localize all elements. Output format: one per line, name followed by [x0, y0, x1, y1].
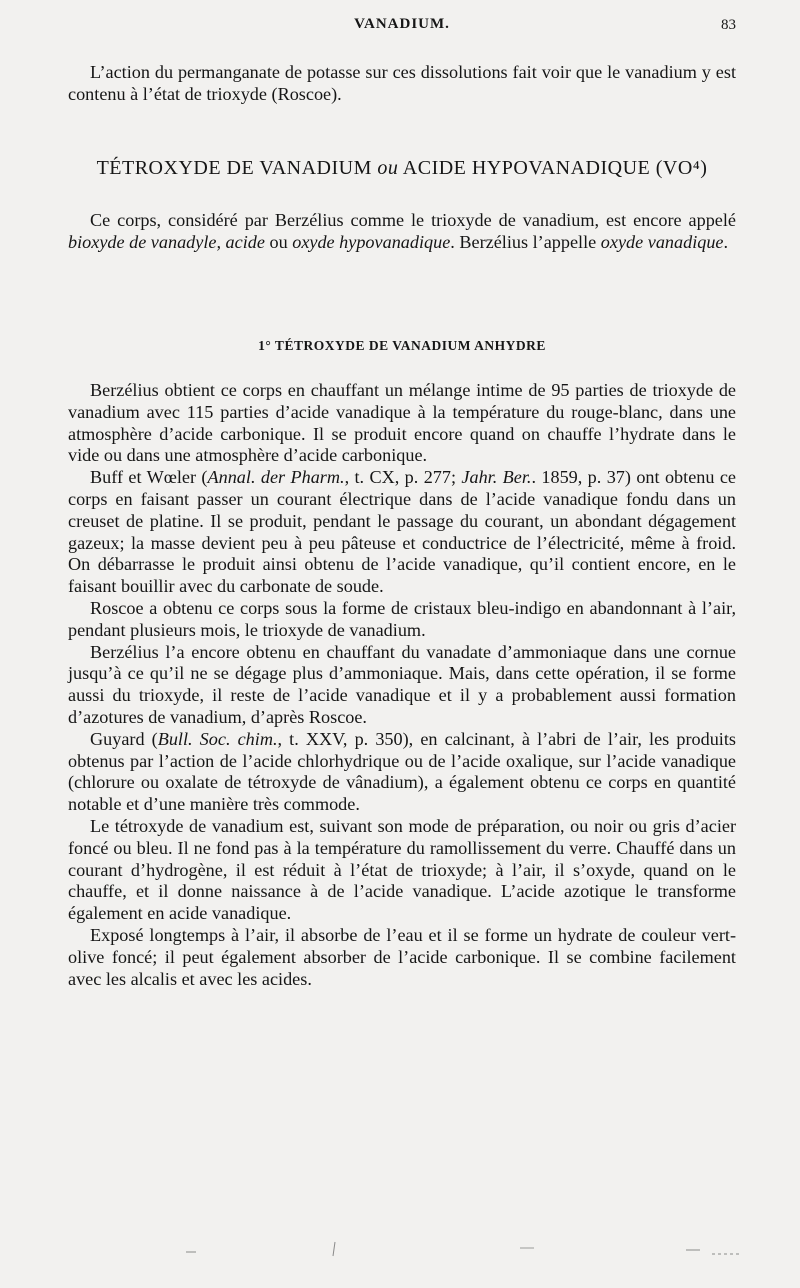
page-number: 83 — [721, 17, 736, 33]
paragraph-3: Roscoe a obtenu ce corps sous la forme de cristaux bleu-indigo en abandonnant à l’air, pendant plusieurs mois, le trioxyde de vanadium. — [68, 597, 736, 640]
running-title: VANADIUM. — [354, 16, 450, 32]
paragraph-1: Berzélius obtient ce corps en chauffant un mélange intime de 95 parties de trioxyde de vanadium avec 115 parties d’acide vanadique à la température du rouge-blanc, dans une atmosphère d’acide carbonique. Il se produit encore quand on chauffe l’hydrate dans le vide ou dans une atmosphère d’acide carbonique. — [68, 380, 736, 466]
section-heading-part1: TÉTROXYDE DE VANADIUM — [96, 157, 372, 179]
section-heading — [68, 157, 736, 180]
subsection-heading: 1° TÉTROXYDE DE VANADIUM ANHYDRE — [258, 338, 546, 353]
body-text — [68, 380, 736, 990]
p5-text-2: , t. XXV, p. 350), en calcinant, à l’abri de l’air, les produits obtenus par l’action de l’acide chlorhydrique ou de l’acide oxalique, sur l’acide vanadique (chlorure ou oxalate de tétroxyde de vânadium), a également obtenu ce corps en quantité notable et d’une manière très commode. — [68, 728, 736, 815]
p2-citation-2: Jahr. Ber. — [461, 467, 532, 488]
section-heading-part2: ACIDE HYPOVANADIQUE (VO⁴) — [402, 157, 708, 179]
intro-paragraph: L’action du permanganate de potasse sur ces dissolutions fait voir que le vanadium y est contenu à l’état de trioxyde (Roscoe). — [68, 62, 736, 104]
p5-citation: Bull. Soc. chim. — [157, 728, 278, 749]
scan-mark — [333, 1242, 335, 1256]
section-text-2: ou — [264, 231, 293, 252]
section-italic-1: bioxyde de vanadyle, acide — [68, 231, 265, 252]
paragraph-6: Le tétroxyde de vanadium est, suivant son mode de préparation, ou noir ou gris d’acier foncé ou bleu. Il ne fond pas à la température du ramollissement du verre. Chauffé dans un courant d’hydrogène, il est réduit à l’état de trioxyde; à l’air, il s’oxyde, quand on le chauffe, et il donne naissance à de l’acide vanadique. L’acide azotique le transforme également en acide vanadique. — [68, 815, 736, 924]
section-heading-connector: ou — [377, 157, 399, 179]
paragraph-4: Berzélius l’a encore obtenu en chauffant du vanadate d’ammoniaque dans une cornue jusqu’à ce qu’il ne se dégage plus d’ammoniaque. Mais, dans cette opération, il se forme aussi du trioxyde, il reste de l’acide vanadique et il y a probablement aussi formation d’azotures de vanadium, d’après Roscoe. — [68, 641, 736, 727]
paragraph-2 — [68, 467, 736, 598]
p2-text-1: Buff et Wœler ( — [90, 467, 208, 488]
p2-citation-1: Annal. der Pharm. — [207, 467, 345, 488]
p5-text-1: Guyard ( — [90, 728, 158, 749]
paragraph-7: Exposé longtemps à l’air, il absorbe de l’eau et il se forme un hydrate de couleur vert-olive foncé; il peut également absorber de l’acide carbonique. Il se combine facilement avec les alcalis et avec les acides. — [68, 924, 736, 989]
scan-noise-marks — [0, 1230, 800, 1270]
page-header — [68, 16, 736, 40]
p2-text-3: . 1859, p. 37) ont obtenu ce corps en faisant passer un courant électrique dans de l’acide vanadique fondu dans un creuset de platine. Il se produit, pendant le passage du courant, un abondant dégagement gazeux; la masse devient peu à peu pâteuse et conductrice de l’électricité, même à froid. On débarrasse le produit ainsi obtenu de l’acide vanadique, qu’il contient encore, en le faisant bouillir avec du carbonate de soude. — [68, 467, 736, 597]
section-text-1: Ce corps, considéré par Berzélius comme le trioxyde de vanadium, est encore appelé — [90, 210, 736, 230]
paragraph-5 — [68, 729, 736, 816]
section-text-3: . Berzélius l’appelle — [450, 231, 601, 252]
section-italic-3: oxyde vanadique — [600, 231, 724, 252]
section-paragraph — [68, 210, 736, 254]
p2-text-2: , t. CX, p. 277; — [344, 467, 462, 488]
section-text-4: . — [723, 231, 729, 252]
section-description — [68, 210, 736, 254]
intro-text-block — [68, 62, 736, 106]
section-italic-2: oxyde hypovanadique — [292, 231, 451, 252]
